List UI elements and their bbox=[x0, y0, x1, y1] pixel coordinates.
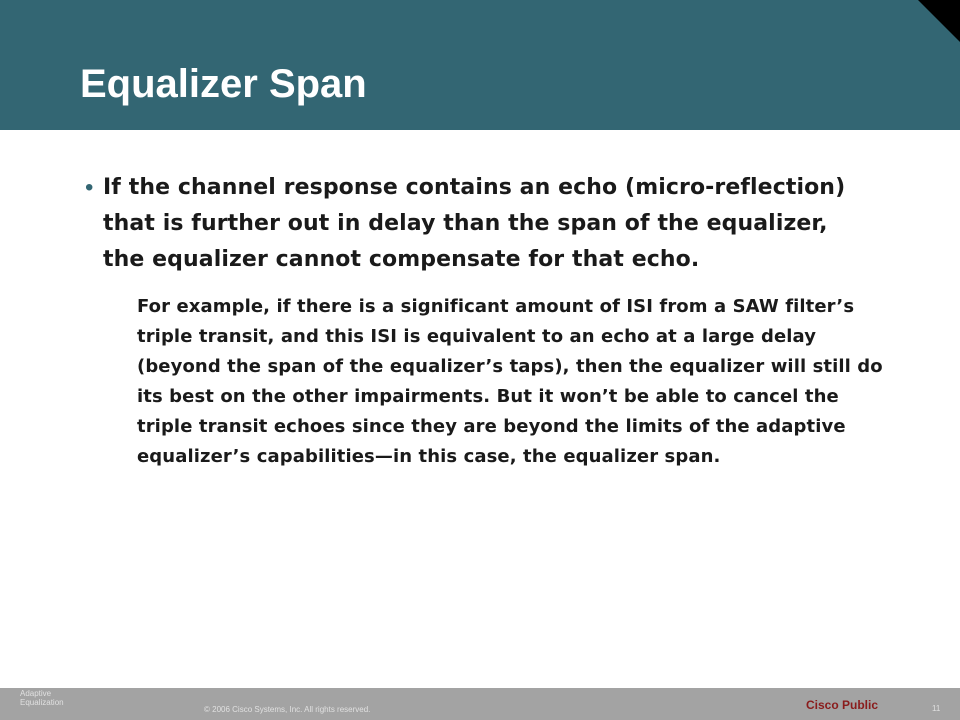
corner-fold-decoration bbox=[918, 0, 960, 42]
bullet-item bbox=[85, 170, 875, 278]
footer-copyright: © 2006 Cisco Systems, Inc. All rights reserved. bbox=[204, 705, 371, 714]
bullet-dot-icon: • bbox=[85, 174, 94, 201]
slide-header bbox=[0, 0, 960, 130]
slide-footer bbox=[0, 688, 960, 720]
footer-section-line1: Adaptive bbox=[20, 689, 52, 698]
slide-content bbox=[85, 170, 883, 472]
slide-title: Equalizer Span bbox=[80, 62, 367, 106]
bullet-text: If the channel response contains an echo (micro-reflection) that is further out in delay than the span of the equalizer, the equalizer cannot compensate for that echo. bbox=[103, 175, 846, 272]
footer-page-number: 11 bbox=[932, 704, 941, 713]
footer-classification: Cisco Public bbox=[806, 698, 879, 712]
sub-paragraph: For example, if there is a significant amount of ISI from a SAW filter’s triple transit, and this ISI is equivalent to an echo at a large delay (beyond the span of the equalizer’s taps), then the equalizer will still do its best on the other impairments. But it won’t be able to cancel the triple transit echoes since they are beyond the limits of the adaptive equalizer’s capabilities—in this case, the equalizer span. bbox=[137, 296, 883, 467]
footer-section-line2: Equalization bbox=[20, 698, 64, 707]
footer-section-label bbox=[20, 689, 90, 707]
